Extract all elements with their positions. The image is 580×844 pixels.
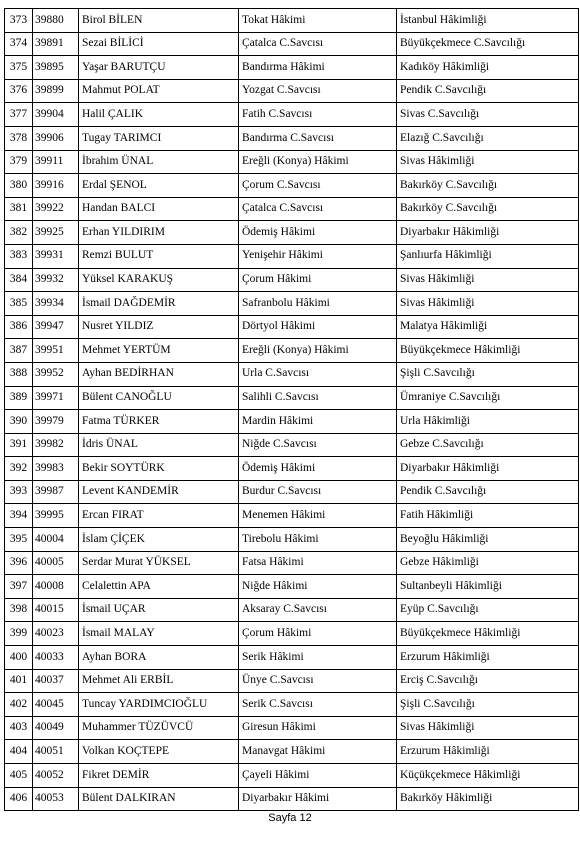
person-name-cell: Mahmut POLAT bbox=[79, 79, 239, 103]
registry-number-cell: 40051 bbox=[33, 740, 79, 764]
person-name-cell: Birol BİLEN bbox=[79, 9, 239, 33]
new-post-cell: Erzurum Hâkimliği bbox=[397, 740, 579, 764]
person-name-cell: Erdal ŞENOL bbox=[79, 174, 239, 198]
current-post-cell: Niğde C.Savcısı bbox=[239, 433, 397, 457]
table-row bbox=[5, 504, 579, 528]
registry-number-cell: 39979 bbox=[33, 410, 79, 434]
person-name-cell: İslam ÇİÇEK bbox=[79, 528, 239, 552]
row-number-cell: 394 bbox=[5, 504, 33, 528]
new-post-cell: Sultanbeyli Hâkimliği bbox=[397, 575, 579, 599]
current-post-cell: Manavgat Hâkimi bbox=[239, 740, 397, 764]
row-number-cell: 403 bbox=[5, 716, 33, 740]
new-post-cell: Sivas Hâkimliği bbox=[397, 150, 579, 174]
registry-number-cell: 39925 bbox=[33, 221, 79, 245]
current-post-cell: Giresun Hâkimi bbox=[239, 716, 397, 740]
registry-number-cell: 40052 bbox=[33, 764, 79, 788]
current-post-cell: Dörtyol Hâkimi bbox=[239, 315, 397, 339]
person-name-cell: Muhammer TÜZÜVCÜ bbox=[79, 716, 239, 740]
person-name-cell: Levent KANDEMİR bbox=[79, 480, 239, 504]
current-post-cell: Çatalca C.Savcısı bbox=[239, 32, 397, 56]
new-post-cell: İstanbul Hâkimliği bbox=[397, 9, 579, 33]
person-name-cell: Sezai BİLİCİ bbox=[79, 32, 239, 56]
table-row bbox=[5, 103, 579, 127]
person-name-cell: Halil ÇALIK bbox=[79, 103, 239, 127]
table-row bbox=[5, 150, 579, 174]
row-number-cell: 379 bbox=[5, 150, 33, 174]
current-post-cell: Yozgat C.Savcısı bbox=[239, 79, 397, 103]
table-row bbox=[5, 197, 579, 221]
registry-number-cell: 39891 bbox=[33, 32, 79, 56]
new-post-cell: Erciş C.Savcılığı bbox=[397, 669, 579, 693]
registry-number-cell: 39971 bbox=[33, 386, 79, 410]
registry-number-cell: 39952 bbox=[33, 362, 79, 386]
person-name-cell: Fikret DEMİR bbox=[79, 764, 239, 788]
new-post-cell: Gebze C.Savcılığı bbox=[397, 433, 579, 457]
current-post-cell: Tirebolu Hâkimi bbox=[239, 528, 397, 552]
person-name-cell: Erhan YILDIRIM bbox=[79, 221, 239, 245]
table-row bbox=[5, 362, 579, 386]
current-post-cell: Salihli C.Savcısı bbox=[239, 386, 397, 410]
person-name-cell: Tuncay YARDIMCIOĞLU bbox=[79, 693, 239, 717]
row-number-cell: 395 bbox=[5, 528, 33, 552]
table-row bbox=[5, 174, 579, 198]
person-name-cell: Celalettin APA bbox=[79, 575, 239, 599]
row-number-cell: 386 bbox=[5, 315, 33, 339]
registry-number-cell: 39995 bbox=[33, 504, 79, 528]
registry-number-cell: 40005 bbox=[33, 551, 79, 575]
new-post-cell: Bakırköy C.Savcılığı bbox=[397, 197, 579, 221]
appointment-table bbox=[4, 8, 579, 811]
registry-number-cell: 40033 bbox=[33, 646, 79, 670]
current-post-cell: Bandırma C.Savcısı bbox=[239, 126, 397, 150]
current-post-cell: Niğde Hâkimi bbox=[239, 575, 397, 599]
table-row bbox=[5, 9, 579, 33]
registry-number-cell: 40023 bbox=[33, 622, 79, 646]
table-row bbox=[5, 693, 579, 717]
table-row bbox=[5, 528, 579, 552]
new-post-cell: Malatya Hâkimliği bbox=[397, 315, 579, 339]
table-row bbox=[5, 56, 579, 80]
table-row bbox=[5, 292, 579, 316]
new-post-cell: Büyükçekmece Hâkimliği bbox=[397, 339, 579, 363]
current-post-cell: Ödemiş Hâkimi bbox=[239, 221, 397, 245]
row-number-cell: 406 bbox=[5, 787, 33, 811]
table-row bbox=[5, 386, 579, 410]
row-number-cell: 382 bbox=[5, 221, 33, 245]
row-number-cell: 401 bbox=[5, 669, 33, 693]
current-post-cell: Yenişehir Hâkimi bbox=[239, 244, 397, 268]
current-post-cell: Bandırma Hâkimi bbox=[239, 56, 397, 80]
person-name-cell: İsmail MALAY bbox=[79, 622, 239, 646]
table-row bbox=[5, 740, 579, 764]
new-post-cell: Beyoğlu Hâkimliği bbox=[397, 528, 579, 552]
person-name-cell: İsmail DAĞDEMİR bbox=[79, 292, 239, 316]
row-number-cell: 381 bbox=[5, 197, 33, 221]
table-row bbox=[5, 221, 579, 245]
registry-number-cell: 39934 bbox=[33, 292, 79, 316]
row-number-cell: 385 bbox=[5, 292, 33, 316]
table-row bbox=[5, 410, 579, 434]
registry-number-cell: 40045 bbox=[33, 693, 79, 717]
person-name-cell: İbrahim ÜNAL bbox=[79, 150, 239, 174]
current-post-cell: Ereğli (Konya) Hâkimi bbox=[239, 339, 397, 363]
row-number-cell: 396 bbox=[5, 551, 33, 575]
current-post-cell: Fatsa Hâkimi bbox=[239, 551, 397, 575]
person-name-cell: Ercan FIRAT bbox=[79, 504, 239, 528]
new-post-cell: Pendik C.Savcılığı bbox=[397, 480, 579, 504]
new-post-cell: Büyükçekmece Hâkimliği bbox=[397, 622, 579, 646]
row-number-cell: 387 bbox=[5, 339, 33, 363]
current-post-cell: Çatalca C.Savcısı bbox=[239, 197, 397, 221]
row-number-cell: 388 bbox=[5, 362, 33, 386]
new-post-cell: Sivas Hâkimliği bbox=[397, 268, 579, 292]
person-name-cell: Bülent DALKIRAN bbox=[79, 787, 239, 811]
new-post-cell: Erzurum Hâkimliği bbox=[397, 646, 579, 670]
new-post-cell: Sivas Hâkimliği bbox=[397, 716, 579, 740]
new-post-cell: Fatih Hâkimliği bbox=[397, 504, 579, 528]
row-number-cell: 402 bbox=[5, 693, 33, 717]
person-name-cell: Mehmet Ali ERBİL bbox=[79, 669, 239, 693]
person-name-cell: Tugay TARIMCI bbox=[79, 126, 239, 150]
row-number-cell: 374 bbox=[5, 32, 33, 56]
person-name-cell: Serdar Murat YÜKSEL bbox=[79, 551, 239, 575]
registry-number-cell: 40053 bbox=[33, 787, 79, 811]
table-row bbox=[5, 716, 579, 740]
table-row bbox=[5, 551, 579, 575]
registry-number-cell: 39931 bbox=[33, 244, 79, 268]
row-number-cell: 398 bbox=[5, 598, 33, 622]
registry-number-cell: 40037 bbox=[33, 669, 79, 693]
table-row bbox=[5, 32, 579, 56]
new-post-cell: Urla Hâkimliği bbox=[397, 410, 579, 434]
table-row bbox=[5, 457, 579, 481]
current-post-cell: Burdur C.Savcısı bbox=[239, 480, 397, 504]
registry-number-cell: 39983 bbox=[33, 457, 79, 481]
registry-number-cell: 39982 bbox=[33, 433, 79, 457]
new-post-cell: Küçükçekmece Hâkimliği bbox=[397, 764, 579, 788]
registry-number-cell: 39880 bbox=[33, 9, 79, 33]
person-name-cell: İdris ÜNAL bbox=[79, 433, 239, 457]
registry-number-cell: 40008 bbox=[33, 575, 79, 599]
current-post-cell: Ünye C.Savcısı bbox=[239, 669, 397, 693]
current-post-cell: Çorum C.Savcısı bbox=[239, 174, 397, 198]
person-name-cell: Fatma TÜRKER bbox=[79, 410, 239, 434]
row-number-cell: 390 bbox=[5, 410, 33, 434]
new-post-cell: Diyarbakır Hâkimliği bbox=[397, 457, 579, 481]
current-post-cell: Fatih C.Savcısı bbox=[239, 103, 397, 127]
registry-number-cell: 39904 bbox=[33, 103, 79, 127]
table-row bbox=[5, 575, 579, 599]
person-name-cell: Yaşar BARUTÇU bbox=[79, 56, 239, 80]
person-name-cell: Yüksel KARAKUŞ bbox=[79, 268, 239, 292]
person-name-cell: Volkan KOÇTEPE bbox=[79, 740, 239, 764]
registry-number-cell: 40015 bbox=[33, 598, 79, 622]
new-post-cell: Kadıköy Hâkimliği bbox=[397, 56, 579, 80]
current-post-cell: Urla C.Savcısı bbox=[239, 362, 397, 386]
new-post-cell: Büyükçekmece C.Savcılığı bbox=[397, 32, 579, 56]
registry-number-cell: 39895 bbox=[33, 56, 79, 80]
current-post-cell: Mardin Hâkimi bbox=[239, 410, 397, 434]
row-number-cell: 400 bbox=[5, 646, 33, 670]
row-number-cell: 375 bbox=[5, 56, 33, 80]
row-number-cell: 389 bbox=[5, 386, 33, 410]
row-number-cell: 384 bbox=[5, 268, 33, 292]
row-number-cell: 377 bbox=[5, 103, 33, 127]
registry-number-cell: 39987 bbox=[33, 480, 79, 504]
table-row bbox=[5, 315, 579, 339]
new-post-cell: Şanlıurfa Hâkimliği bbox=[397, 244, 579, 268]
new-post-cell: Bakırköy C.Savcılığı bbox=[397, 174, 579, 198]
row-number-cell: 391 bbox=[5, 433, 33, 457]
current-post-cell: Serik Hâkimi bbox=[239, 646, 397, 670]
table-row bbox=[5, 480, 579, 504]
person-name-cell: Nusret YILDIZ bbox=[79, 315, 239, 339]
registry-number-cell: 39932 bbox=[33, 268, 79, 292]
row-number-cell: 383 bbox=[5, 244, 33, 268]
table-row bbox=[5, 126, 579, 150]
new-post-cell: Ümraniye C.Savcılığı bbox=[397, 386, 579, 410]
registry-number-cell: 39922 bbox=[33, 197, 79, 221]
row-number-cell: 397 bbox=[5, 575, 33, 599]
new-post-cell: Gebze Hâkimliği bbox=[397, 551, 579, 575]
row-number-cell: 405 bbox=[5, 764, 33, 788]
new-post-cell: Bakırköy Hâkimliği bbox=[397, 787, 579, 811]
page-number: Sayfa 12 bbox=[268, 812, 312, 824]
row-number-cell: 393 bbox=[5, 480, 33, 504]
current-post-cell: Aksaray C.Savcısı bbox=[239, 598, 397, 622]
person-name-cell: Ayhan BORA bbox=[79, 646, 239, 670]
registry-number-cell: 39906 bbox=[33, 126, 79, 150]
table-row bbox=[5, 79, 579, 103]
current-post-cell: Serik C.Savcısı bbox=[239, 693, 397, 717]
current-post-cell: Ereğli (Konya) Hâkimi bbox=[239, 150, 397, 174]
table-row bbox=[5, 339, 579, 363]
person-name-cell: Mehmet YERTÜM bbox=[79, 339, 239, 363]
table-row bbox=[5, 646, 579, 670]
current-post-cell: Diyarbakır Hâkimi bbox=[239, 787, 397, 811]
table-row bbox=[5, 244, 579, 268]
table-row bbox=[5, 787, 579, 811]
current-post-cell: Çayeli Hâkimi bbox=[239, 764, 397, 788]
new-post-cell: Sivas C.Savcılığı bbox=[397, 103, 579, 127]
row-number-cell: 380 bbox=[5, 174, 33, 198]
current-post-cell: Ödemiş Hâkimi bbox=[239, 457, 397, 481]
row-number-cell: 399 bbox=[5, 622, 33, 646]
registry-number-cell: 39947 bbox=[33, 315, 79, 339]
person-name-cell: Remzi BULUT bbox=[79, 244, 239, 268]
person-name-cell: Ayhan BEDİRHAN bbox=[79, 362, 239, 386]
row-number-cell: 376 bbox=[5, 79, 33, 103]
new-post-cell: Sivas Hâkimliği bbox=[397, 292, 579, 316]
row-number-cell: 404 bbox=[5, 740, 33, 764]
registry-number-cell: 39916 bbox=[33, 174, 79, 198]
row-number-cell: 373 bbox=[5, 9, 33, 33]
person-name-cell: Bekir SOYTÜRK bbox=[79, 457, 239, 481]
table-row bbox=[5, 622, 579, 646]
table-row bbox=[5, 598, 579, 622]
current-post-cell: Çorum Hâkimi bbox=[239, 268, 397, 292]
table-row bbox=[5, 669, 579, 693]
table-row bbox=[5, 268, 579, 292]
registry-number-cell: 39951 bbox=[33, 339, 79, 363]
new-post-cell: Şişli C.Savcılığı bbox=[397, 362, 579, 386]
new-post-cell: Şişli C.Savcılığı bbox=[397, 693, 579, 717]
current-post-cell: Safranbolu Hâkimi bbox=[239, 292, 397, 316]
current-post-cell: Çorum Hâkimi bbox=[239, 622, 397, 646]
table-row bbox=[5, 433, 579, 457]
registry-number-cell: 40049 bbox=[33, 716, 79, 740]
person-name-cell: İsmail UÇAR bbox=[79, 598, 239, 622]
new-post-cell: Pendik C.Savcılığı bbox=[397, 79, 579, 103]
current-post-cell: Tokat Hâkimi bbox=[239, 9, 397, 33]
table-body bbox=[5, 9, 579, 811]
registry-number-cell: 40004 bbox=[33, 528, 79, 552]
current-post-cell: Menemen Hâkimi bbox=[239, 504, 397, 528]
new-post-cell: Elazığ C.Savcılığı bbox=[397, 126, 579, 150]
new-post-cell: Eyüp C.Savcılığı bbox=[397, 598, 579, 622]
new-post-cell: Diyarbakır Hâkimliği bbox=[397, 221, 579, 245]
person-name-cell: Bülent CANOĞLU bbox=[79, 386, 239, 410]
person-name-cell: Handan BALCI bbox=[79, 197, 239, 221]
row-number-cell: 392 bbox=[5, 457, 33, 481]
registry-number-cell: 39899 bbox=[33, 79, 79, 103]
registry-number-cell: 39911 bbox=[33, 150, 79, 174]
row-number-cell: 378 bbox=[5, 126, 33, 150]
table-row bbox=[5, 764, 579, 788]
